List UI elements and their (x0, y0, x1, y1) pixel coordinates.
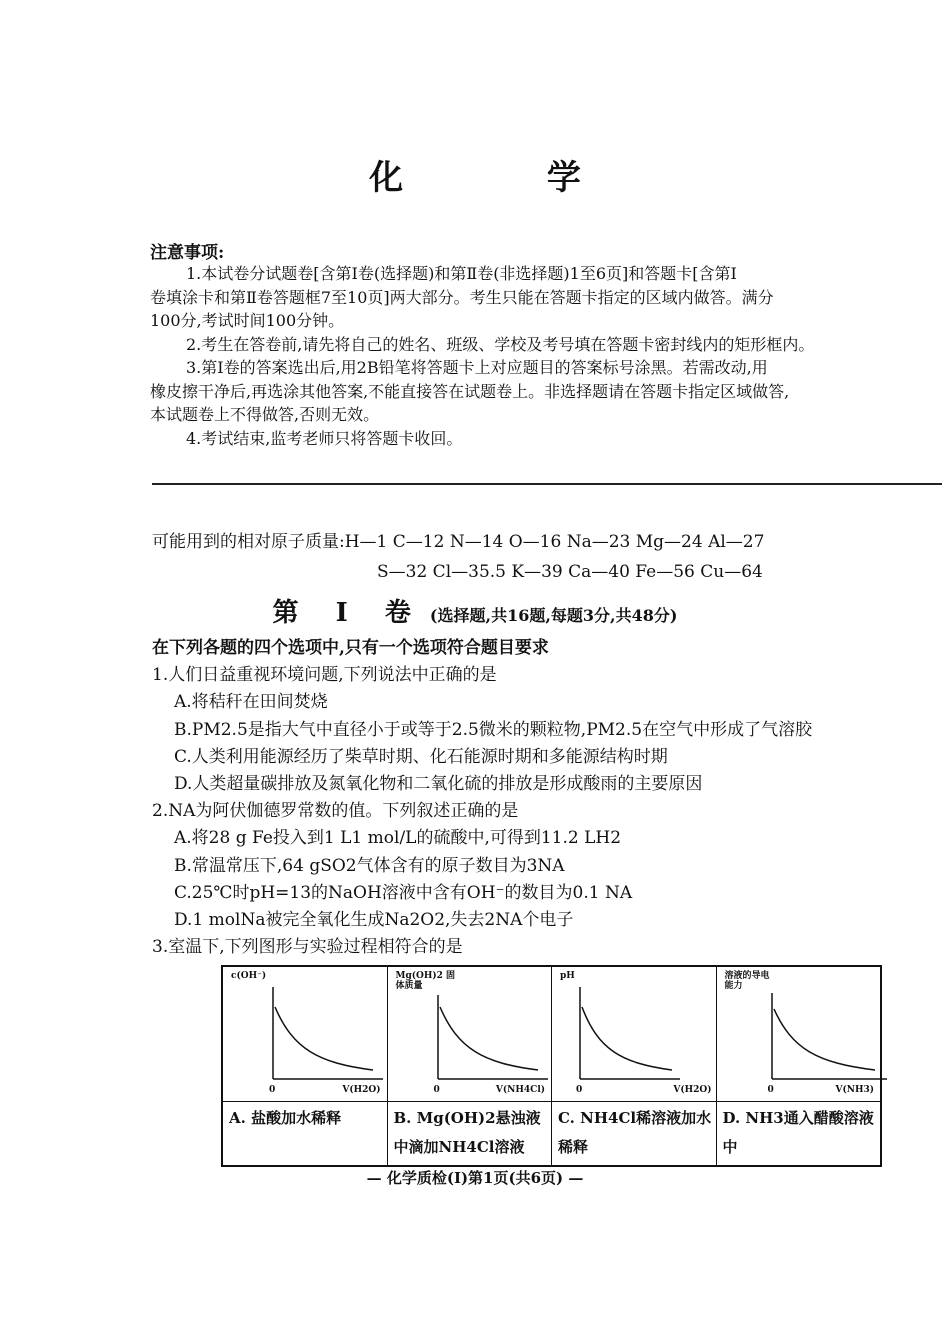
question-1-option-b: B.PM2.5是指大气中直径小于或等于2.5微米的颗粒物,PM2.5在空气中形成了气溶胶 (174, 719, 813, 740)
figure-cell-d (717, 967, 881, 1165)
x-axis-label: V(H2O) (342, 1085, 381, 1095)
curve-graph-a (223, 967, 393, 1101)
atomic-mass-line-2: S—32 Cl—35.5 K—39 Ca—40 Fe—56 Cu—64 (377, 562, 763, 582)
notice-heading: 注意事项: (150, 243, 225, 263)
figure-cell-a (223, 967, 388, 1165)
notice-line: 4.考试结束,监考老师只将答题卡收回。 (186, 428, 463, 448)
notice-line: 卷填涂卡和第Ⅱ卷答题框7至10页]两大部分。考生只能在答题卡指定的区域内做答。满分 (150, 287, 774, 307)
question-2-option-d: D.1 molNa被完全氧化生成Na2O2,失去2NA个电子 (174, 910, 574, 931)
notice-line: 100分,考试时间100分钟。 (150, 311, 345, 330)
question-2-option-c: C.25℃时pH=13的NaOH溶液中含有OH⁻的数目为0.1 NA (174, 882, 633, 903)
notice-line: 橡皮擦干净后,再选涂其他答案,不能直接答在试题卷上。非选择题请在答题卡指定区域做答, (150, 381, 790, 401)
figure-table (221, 965, 882, 1167)
figure-cell-b (388, 967, 553, 1165)
y-axis-label: Mg(OH)2 固体质量 (395, 971, 456, 991)
question-2-option-b: B.常温常压下,64 gSO2气体含有的原子数目为3NA (174, 855, 565, 876)
notice-line: 3.第Ⅰ卷的答案选出后,用2B铅笔将答题卡上对应题目的答案标号涂黑。若需改动,用 (186, 358, 768, 377)
figure-caption-a: A. 盐酸加水稀释 (229, 1109, 342, 1127)
y-axis-label: c(OH⁻) (231, 971, 267, 981)
question-1-option-d: D.人类超量碳排放及氮氧化物和二氧化硫的排放是形成酸雨的主要原因 (174, 774, 703, 795)
question-2-stem: 2.NA为阿伏伽德罗常数的值。下列叙述正确的是 (152, 801, 519, 822)
instruction: 在下列各题的四个选项中,只有一个选项符合题目要求 (152, 638, 549, 658)
notice-line: 1.本试卷分试题卷[含第Ⅰ卷(选择题)和第Ⅱ卷(非选择题)1至6页]和答题卡[含第Ⅰ (186, 264, 737, 283)
y-axis-label: 溶液的导电能力 (724, 971, 770, 991)
figure-plot-a (223, 967, 387, 1102)
y-axis-label: pH (560, 971, 575, 981)
origin-label: 0 (269, 1085, 276, 1095)
questions (152, 635, 932, 961)
question-1-option-c: C.人类利用能源经历了柴草时期、化石能源时期和多能源结构时期 (174, 746, 668, 767)
figure-caption-c: C. NH4Cl稀溶液加水稀释 (558, 1109, 712, 1156)
figure-plot-b (388, 967, 552, 1102)
notice-line: 2.考生在答卷前,请先将自己的姓名、班级、学校及考号填在答题卡密封线内的矩形框内。 (186, 334, 815, 354)
curve-graph-c (552, 967, 687, 1101)
question-3-stem: 3.室温下,下列图形与实验过程相符合的是 (152, 937, 463, 958)
figure-cell-c (552, 967, 717, 1165)
figure-caption-d: D. NH3通入醋酸溶液中 (722, 1109, 874, 1156)
x-axis-label: V(NH4Cl) (495, 1085, 545, 1095)
question-1-stem: 1.人们日益重视环境问题,下列说法中正确的是 (152, 665, 497, 686)
page-title (0, 150, 950, 199)
origin-label: 0 (433, 1085, 440, 1095)
section-subtitle: (选择题,共16题,每题3分,共48分) (429, 606, 678, 625)
page-footer: — 化学质检(Ⅰ)第1页(共6页) — (366, 1169, 584, 1187)
section-header (0, 592, 950, 629)
origin-label: 0 (767, 1085, 774, 1095)
title-char-2: 学 (546, 158, 581, 198)
figure-plot-c (552, 967, 716, 1102)
figure-plot-d (717, 967, 881, 1102)
question-2-option-a: A.将28 g Fe投入到1 L1 mol/L的硫酸中,可得到11.2 LH2 (174, 828, 622, 849)
origin-label: 0 (576, 1085, 583, 1095)
atomic-mass-table (152, 527, 764, 587)
title-char-1: 化 (369, 158, 404, 198)
question-1-option-a: A.将秸秆在田间焚烧 (174, 692, 328, 713)
x-axis-label: V(H2O) (673, 1085, 712, 1095)
section-title: 第 Ⅰ 卷 (272, 598, 425, 628)
notice-line: 本试题卷上不得做答,否则无效。 (150, 405, 380, 424)
divider-rule (152, 483, 942, 485)
notice-body (150, 262, 940, 450)
x-axis-label: V(NH3) (835, 1085, 874, 1095)
atomic-mass-line-1: 可能用到的相对原子质量:H—1 C—12 N—14 O—16 Na—23 Mg—24 Al—27 (152, 532, 765, 552)
figure-caption-b: B. Mg(OH)2悬浊液中滴加NH4Cl溶液 (393, 1109, 541, 1156)
